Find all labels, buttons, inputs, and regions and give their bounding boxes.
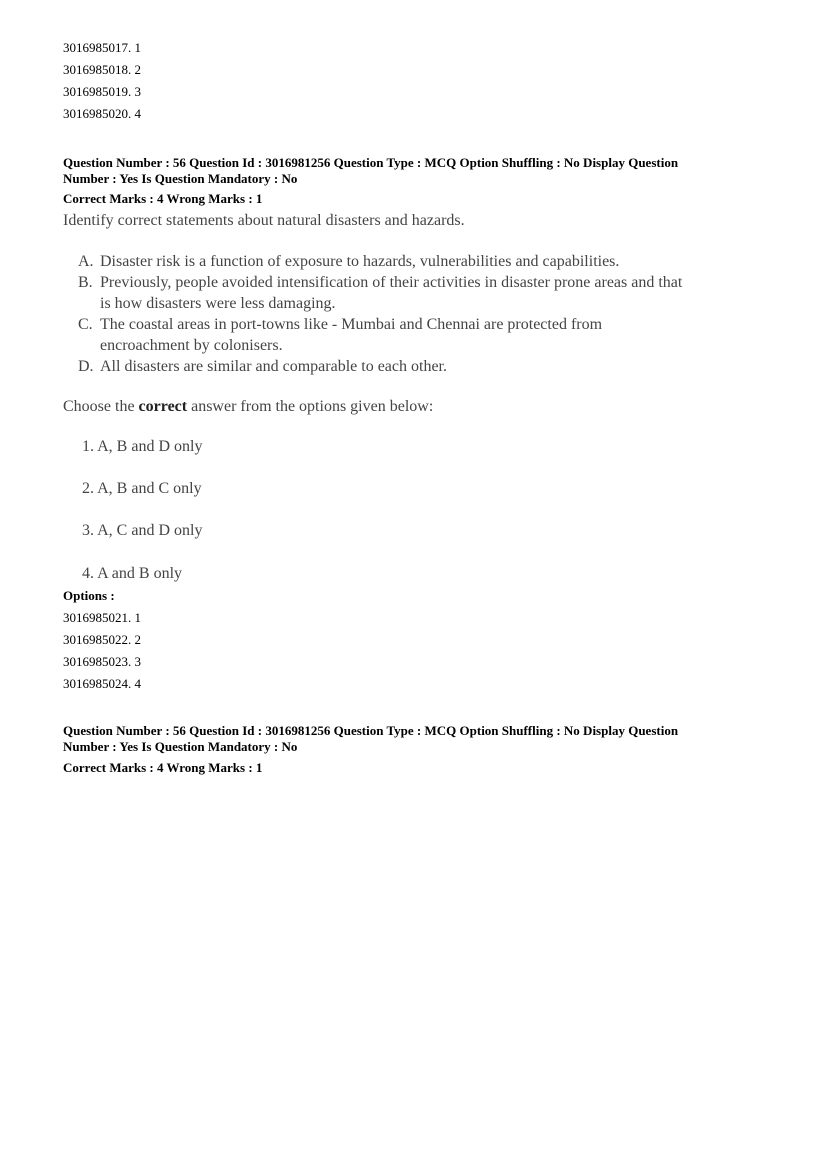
- statement-text: Previously, people avoided intensification of their activities in disaster prone areas and that: [100, 274, 683, 291]
- statement-c: [78, 314, 788, 356]
- question-meta-2-line-1: Question Number : 56 Question Id : 3016981256 Question Type : MCQ Option Shuffling : No Display Question: [63, 723, 679, 738]
- statement-text: Disaster risk is a function of exposure to hazards, vulnerabilities and capabilities.: [100, 253, 620, 270]
- option-4: 3016985024. 4: [63, 676, 141, 691]
- option-3: 3016985023. 3: [63, 654, 141, 669]
- answer-choice-2: 2. A, B and C only: [82, 480, 202, 497]
- statement-b: [78, 272, 788, 314]
- prev-option-3: 3016985019. 3: [63, 84, 141, 99]
- question-meta: [63, 155, 783, 187]
- choose-bold: correct: [138, 398, 188, 415]
- question-stem: Identify correct statements about natural disasters and hazards.: [63, 212, 465, 229]
- option-1: 3016985021. 1: [63, 610, 141, 625]
- statement-d: [78, 356, 788, 377]
- statement-letter: B.: [78, 274, 93, 291]
- answer-choice-3: 3. A, C and D only: [82, 522, 203, 539]
- statement-text: The coastal areas in port-towns like - Mumbai and Chennai are protected from: [100, 316, 603, 333]
- question-marks-2: Correct Marks : 4 Wrong Marks : 1: [63, 760, 263, 775]
- options-label: Options :: [63, 588, 115, 603]
- question-meta-2-line-2: Number : Yes Is Question Mandatory : No: [63, 739, 298, 754]
- choose-prefix: Choose the: [63, 398, 139, 415]
- option-2: 3016985022. 2: [63, 632, 141, 647]
- prev-option-2: 3016985018. 2: [63, 62, 141, 77]
- statement-letter: C.: [78, 316, 93, 333]
- statement-text-cont: is how disasters were less damaging.: [100, 295, 336, 312]
- question-meta-line-1: Question Number : 56 Question Id : 3016981256 Question Type : MCQ Option Shuffling : No Display Question: [63, 155, 679, 170]
- answer-choice-1: 1. A, B and D only: [82, 438, 203, 455]
- prev-option-1: 3016985017. 1: [63, 40, 141, 55]
- choose-instruction: [63, 397, 433, 417]
- question-marks: Correct Marks : 4 Wrong Marks : 1: [63, 191, 263, 206]
- statement-a: [78, 251, 788, 272]
- statement-letter: A.: [78, 253, 94, 270]
- answer-choice-4: 4. A and B only: [82, 565, 183, 582]
- statement-text-cont: encroachment by colonisers.: [100, 337, 283, 354]
- question-meta-2: [63, 723, 783, 755]
- statement-letter: D.: [78, 358, 94, 375]
- prev-option-4: 3016985020. 4: [63, 106, 141, 121]
- question-meta-line-2: Number : Yes Is Question Mandatory : No: [63, 171, 298, 186]
- statement-text: All disasters are similar and comparable to each other.: [100, 358, 447, 375]
- choose-suffix: answer from the options given below:: [187, 398, 434, 415]
